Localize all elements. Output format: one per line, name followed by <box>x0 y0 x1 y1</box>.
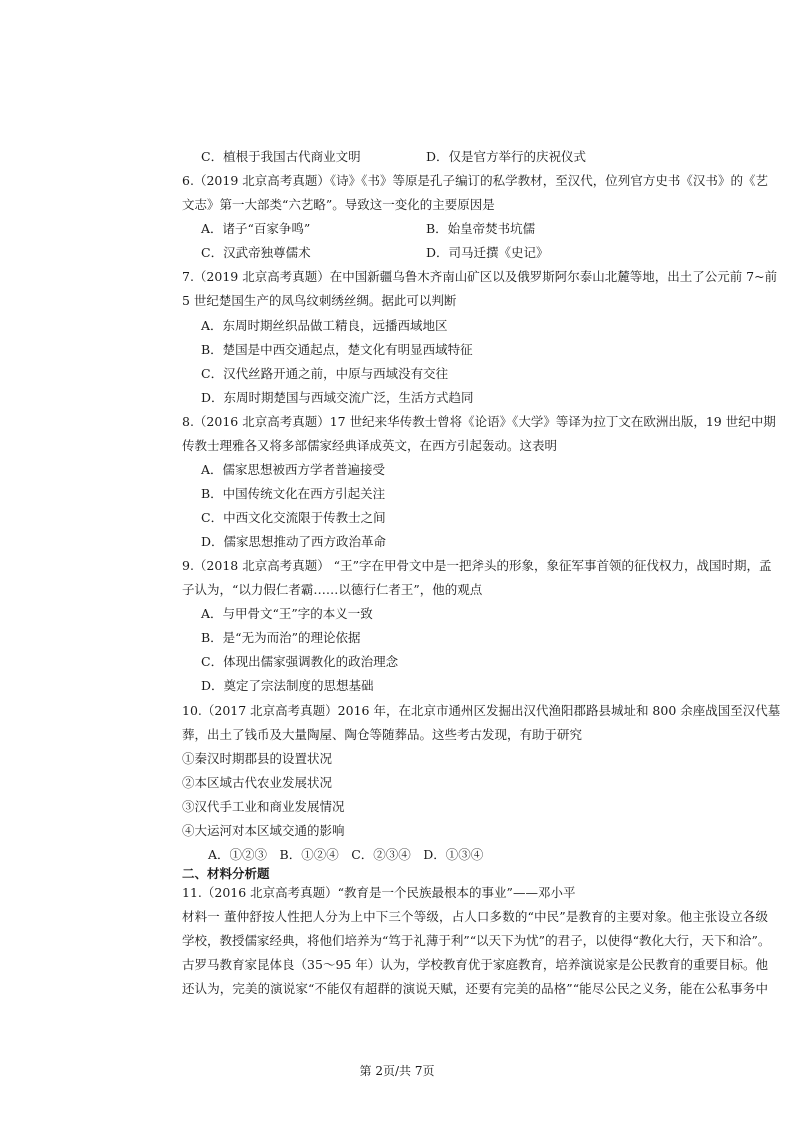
q9-option-c: C．体现出儒家强调教化的政治理念 <box>201 654 399 669</box>
page-footer: 第 2页/共 7页 <box>359 1064 435 1078</box>
q8-stem-line2: 传教士理雅各又将多部儒家经典译成英文，在西方引起轰动。这表明 <box>182 438 558 453</box>
q10-stem-line2: 葬，出土了钱币及大量陶屋、陶仓等随葬品。这些考古发现，有助于研究 <box>182 727 583 742</box>
q6-option-b: B．始皇帝焚书坑儒 <box>426 221 536 236</box>
q6-option-c: C．汉武帝独尊儒术 <box>201 245 311 260</box>
q7-option-b: B．楚国是中西交通起点，楚文化有明显西域特征 <box>201 342 473 357</box>
q9-stem-line2: 子认为，“以力假仁者霸……以德行仁者王”，他的观点 <box>182 582 483 597</box>
q10-item-1: ①秦汉时期郡县的设置状况 <box>182 751 333 766</box>
q6-option-a: A．诸子“百家争鸣” <box>201 221 311 236</box>
q6-stem-line2: 文志》第一大部类“六艺略”。导致这一变化的主要原因是 <box>182 197 495 212</box>
q5-option-d: D．仅是官方举行的庆祝仪式 <box>426 149 587 164</box>
q5-option-c: C．植根于我国古代商业文明 <box>201 149 361 164</box>
q7-stem-line1: 7.（2019 北京高考真题）在中国新疆乌鲁木齐南山矿区以及俄罗斯阿尔泰山北麓等地，出土了公元前 7~前 <box>182 269 778 284</box>
q11-material-line2: 学校，教授儒家经典，将他们培养为“笃于礼薄于利”“以天下为忧”的君子，以使得“教化大行，天下和洽”。 <box>182 933 771 948</box>
q9-option-b: B．是“无为而治”的理论依据 <box>201 630 361 645</box>
q6-stem-line1: 6.（2019 北京高考真题）《诗》《书》等原是孔子编订的私学教材，至汉代，位列官方史书《汉书》的《艺 <box>182 173 768 188</box>
q11-material-line4: 还认为，完美的演说家“不能仅有超群的演说天赋，还要有完美的品格”“能尽公民之义务，能在公私事务中 <box>182 981 768 996</box>
q10-item-3: ③汉代手工业和商业发展情况 <box>182 799 345 814</box>
q8-option-b: B．中国传统文化在西方引起关注 <box>201 486 386 501</box>
q8-option-d: D．儒家思想推动了西方政治革命 <box>201 534 387 549</box>
q7-option-a: A．东周时期丝织品做工精良，远播西域地区 <box>201 318 448 333</box>
q7-option-d: D．东周时期楚国与西域交流广泛，生活方式趋同 <box>201 390 474 405</box>
q9-option-d: D．奠定了宗法制度的思想基础 <box>201 678 374 693</box>
q8-stem-line1: 8.（2016 北京高考真题）17 世纪来华传教士曾将《论语》《大学》等译为拉丁文在欧洲出版，19 世纪中期 <box>182 414 776 429</box>
q10-stem-line1: 10.（2017 北京高考真题）2016 年，在北京市通州区发掘出汉代渔阳郡路县城址和 800 余座战国至汉代墓 <box>182 703 781 718</box>
q8-option-a: A．儒家思想被西方学者普遍接受 <box>201 462 386 477</box>
section-heading: 二、材料分析题 <box>182 866 270 881</box>
q11-material-line1: 材料一 董仲舒按人性把人分为上中下三个等级，占人口多数的“中民”是教育的主要对象。他主张设立各级 <box>182 909 768 924</box>
q6-option-d: D．司马迁撰《史记》 <box>426 245 549 260</box>
q7-stem-line2: 5 世纪楚国生产的凤鸟纹刺绣丝绸。据此可以判断 <box>182 293 457 308</box>
q10-item-2: ②本区域古代农业发展状况 <box>182 775 333 790</box>
q7-option-c: C．汉代丝路开通之前，中原与西域没有交往 <box>201 366 449 381</box>
q8-option-c: C．中西文化交流限于传教士之间 <box>201 510 386 525</box>
q11-stem: 11.（2016 北京高考真题）“教育是一个民族最根本的事业”——邓小平 <box>182 885 576 900</box>
q9-stem-line1: 9.（2018 北京高考真题） “王”字在甲骨文中是一把斧头的形象，象征军事首领的征伐权力，战国时期，孟 <box>182 558 772 573</box>
q9-option-a: A．与甲骨文“王”字的本义一致 <box>201 606 373 621</box>
q11-material-line3: 古罗马教育家昆体良（35～95 年）认为，学校教育优于家庭教育，培养演说家是公民教育的重要目标。他 <box>182 957 768 972</box>
q10-options: A．①②③ B．①②④ C．②③④ D．①③④ <box>208 847 484 862</box>
q10-item-4: ④大运河对本区域交通的影响 <box>182 823 345 838</box>
